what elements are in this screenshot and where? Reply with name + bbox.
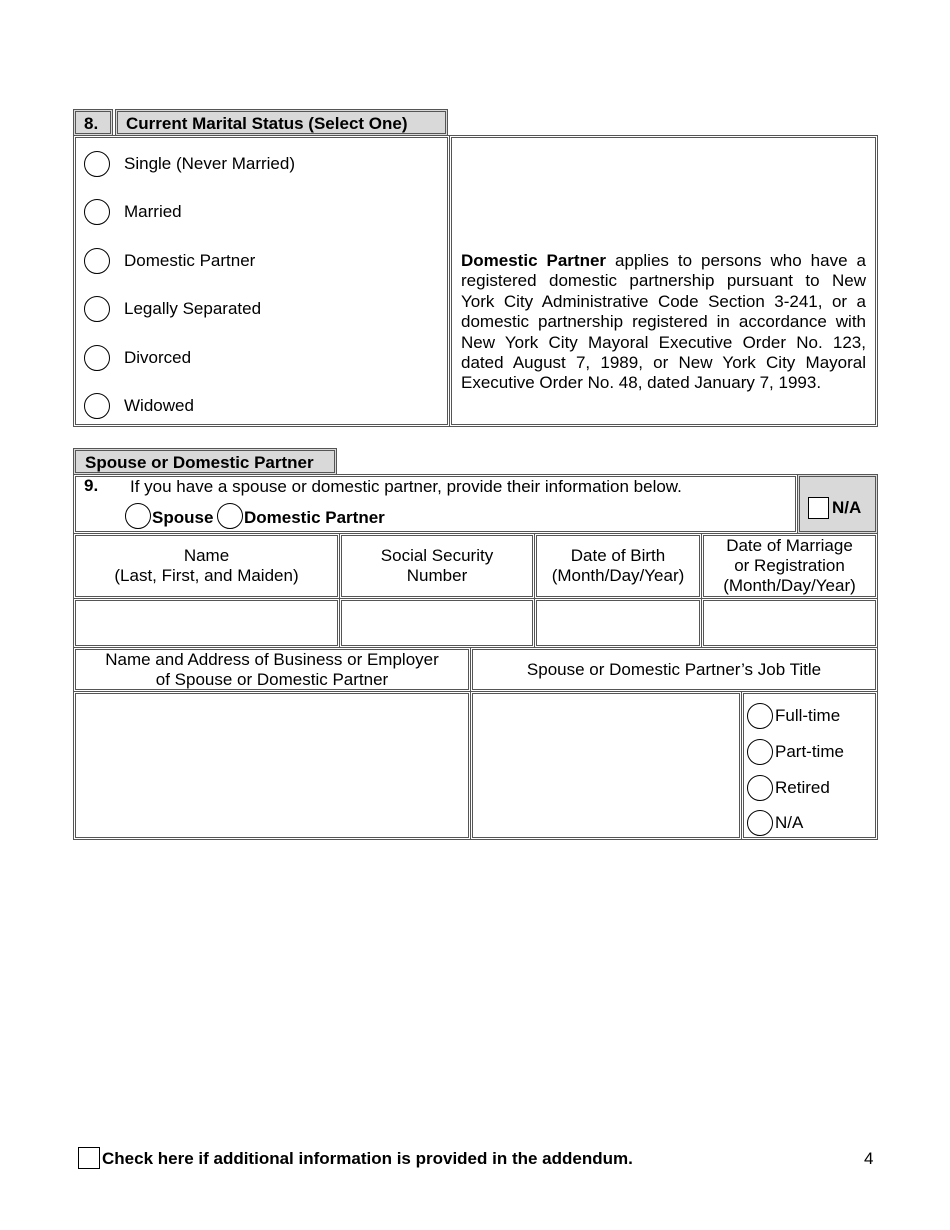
job-title-header: Spouse or Domestic Partner’s Job Title (470, 647, 878, 692)
option-single-label: Single (Never Married) (124, 154, 295, 173)
option-married-label: Married (124, 202, 182, 221)
col-dob-header: Date of Birth (Month/Day/Year) (534, 533, 702, 599)
employer-input-cell[interactable] (73, 691, 471, 840)
radio-spouse-label: Spouse (152, 508, 214, 527)
radio-widowed[interactable] (84, 393, 110, 419)
radio-domestic-partner[interactable] (84, 248, 110, 274)
option-part-time-label: Part-time (775, 742, 844, 761)
section8-title-cell (115, 109, 448, 136)
radio-retired[interactable] (747, 775, 773, 801)
name-input-cell[interactable] (73, 598, 340, 648)
option-widowed-label: Widowed (124, 396, 194, 415)
note-line-7: Executive Order No. 48, dated January 7, 1993. (461, 373, 822, 393)
ssn-input-cell[interactable] (339, 598, 535, 648)
col-name-header: Name (Last, First, and Maiden) (73, 533, 340, 599)
marital-options-panel (73, 135, 450, 427)
radio-spouse[interactable] (125, 503, 151, 529)
page-number: 4 (864, 1149, 874, 1168)
marriage-date-input-cell[interactable] (701, 598, 878, 648)
job-title-input-cell[interactable] (470, 691, 742, 840)
note-line-6: dated August 7, 1989, or New York City Mayoral (461, 353, 866, 373)
col-ssn-header: Social Security Number (339, 533, 535, 599)
radio-married[interactable] (84, 199, 110, 225)
radio-domestic-partner-9[interactable] (217, 503, 243, 529)
domestic-partner-note (461, 251, 866, 394)
na-label: N/A (832, 498, 862, 517)
note-line-5: New York City Mayoral Executive Order No. 123, (461, 332, 866, 352)
option-full-time-label: Full-time (775, 706, 841, 725)
note-line-4: domestic partnership registered in accordance with (461, 312, 866, 332)
option-domestic-partner-label: Domestic Partner (124, 251, 256, 270)
option-na-label: N/A (775, 813, 804, 832)
radio-full-time[interactable] (747, 703, 773, 729)
option-legally-separated-label: Legally Separated (124, 299, 262, 318)
na-checkbox[interactable] (808, 497, 829, 519)
radio-part-time[interactable] (747, 739, 773, 765)
employer-header: Name and Address of Business or Employer of Spouse or Domestic Partner (73, 647, 471, 692)
radio-employment-na[interactable] (747, 810, 773, 836)
section8-number-cell (73, 109, 113, 136)
note-bold-term: Domestic Partner (461, 251, 607, 270)
radio-domestic-partner-label: Domestic Partner (244, 508, 385, 527)
section9-header: Spouse or Domestic Partner (85, 453, 314, 472)
col-marriage-header: Date of Marriage or Registration (Month/Day/Year) (701, 533, 878, 599)
addendum-checkbox[interactable] (78, 1147, 100, 1169)
section9-header-cell (73, 448, 337, 475)
section8-number: 8. (84, 114, 99, 133)
section9-number: 9. (84, 476, 99, 495)
addendum-label: Check here if additional information is provided in the addendum. (102, 1149, 633, 1168)
option-retired-label: Retired (775, 778, 830, 797)
option-divorced-label: Divorced (124, 348, 192, 367)
dob-input-cell[interactable] (534, 598, 702, 648)
radio-divorced[interactable] (84, 345, 110, 371)
radio-single[interactable] (84, 151, 110, 177)
section8-title: Current Marital Status (Select One) (126, 114, 408, 133)
radio-legally-separated[interactable] (84, 296, 110, 322)
note-line-3: York City Administrative Code Section 3-241, or a (461, 291, 866, 311)
note-line-2: registered domestic partnership pursuant to New (461, 271, 866, 291)
note-line-1: Domestic Partner applies to persons who have a (461, 251, 866, 270)
section9-instruction: If you have a spouse or domestic partner, provide their information below. (130, 477, 682, 496)
